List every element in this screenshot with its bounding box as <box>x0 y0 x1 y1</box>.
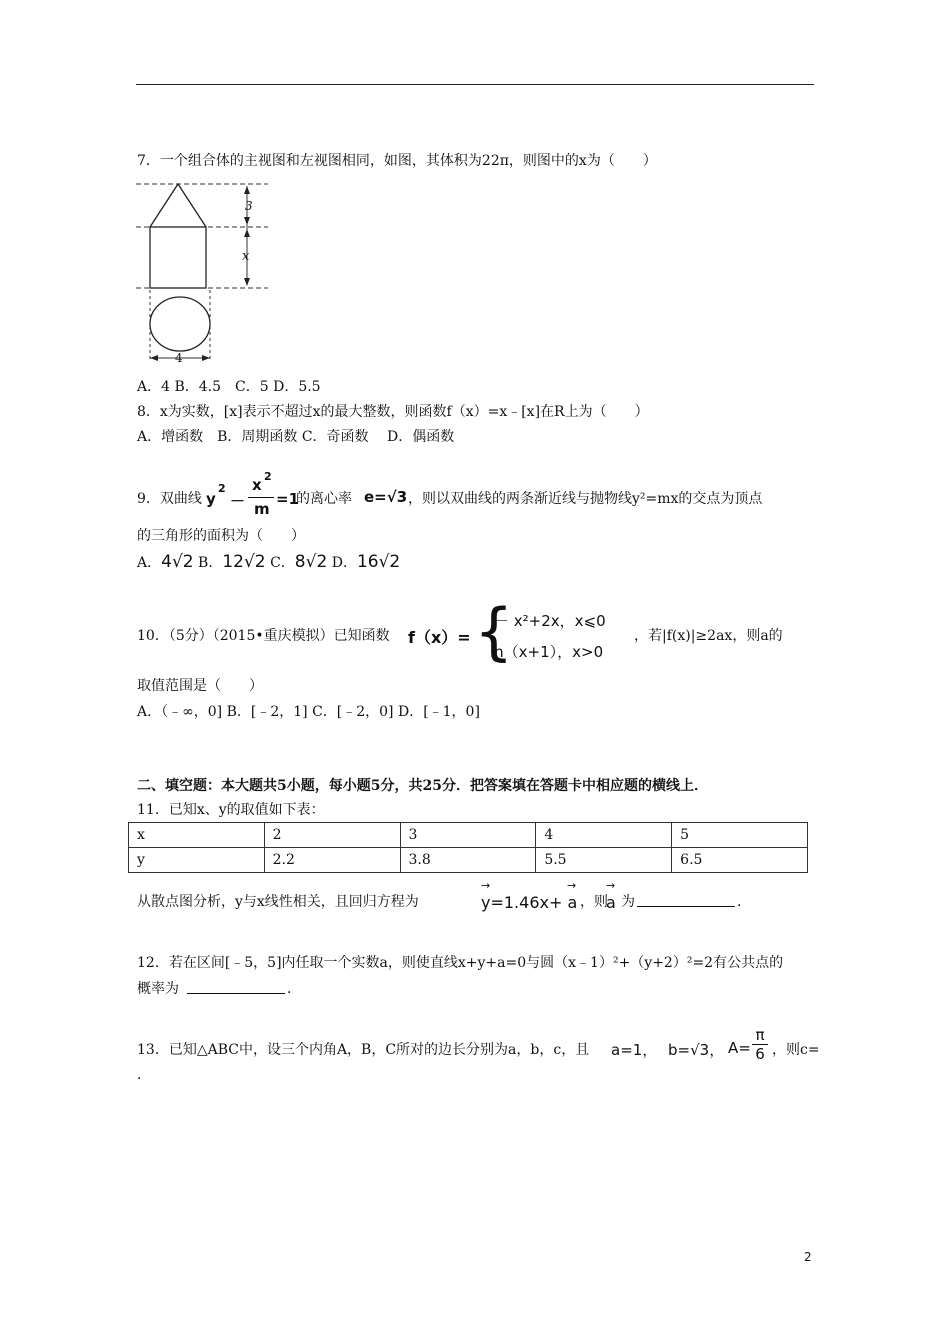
q10-tail: ，若|f(x)|≥2ax，则a的 <box>634 628 783 644</box>
q13-tail: ，则c= <box>772 1042 820 1058</box>
table-cell: 2.2 <box>264 848 400 873</box>
q7-stem: 7．一个组合体的主视图和左视图相同，如图，其体积为22π，则图中的x为（ ） <box>137 153 657 169</box>
q10-prefix: 10．（5分）（2015•重庆模拟）已知函数 <box>137 628 390 644</box>
q9-option-a-label: A． <box>137 555 162 571</box>
q9-option-c: 8√2 <box>294 552 328 572</box>
table-cell: 5 <box>672 823 808 848</box>
q11-mid: ，则 <box>580 894 608 910</box>
table-cell: 6.5 <box>672 848 808 873</box>
q9-option-b: 12√2 <box>222 552 266 572</box>
q10-brace: { <box>474 595 514 668</box>
q9-option-d-label: D． <box>331 555 357 571</box>
table-row <box>129 823 808 848</box>
q11-values-table <box>128 822 808 873</box>
q12-answer-blank[interactable] <box>187 979 285 998</box>
q9-mid: 的离心率 <box>296 491 352 507</box>
q10-case2: ln（x+1），x>0 <box>490 643 604 661</box>
q11-suffix: 为 <box>621 894 635 910</box>
q9-option-b-label: B． <box>198 555 223 571</box>
q13-b-eq: b=√3， <box>668 1041 725 1059</box>
q9-option-c-label: C． <box>270 555 295 571</box>
table-row <box>129 848 808 873</box>
q9-eccentricity: e=√3 <box>364 488 408 506</box>
q11-stem: 11．已知x、y的取值如下表： <box>137 802 325 818</box>
q12-line2-prefix: 概率为 <box>137 981 179 997</box>
eq-x: x <box>252 476 262 494</box>
table-cell: 2 <box>264 823 400 848</box>
q12-line1: 12．若在区间[﹣5，5]内任取一个实数a，则使直线x+y+a=0与圆（x﹣1）²+（y+2）²=2有公共点的 <box>137 955 784 971</box>
q10-fx: f（x）= <box>408 628 471 647</box>
q9-tail: ，则以双曲线的两条渐近线与抛物线y²=mx的交点为顶点 <box>408 491 763 507</box>
q13-a-eq: a=1， <box>611 1041 658 1059</box>
table-cell: 4 <box>536 823 672 848</box>
q8-options: A．增函数 B．周期函数 C．奇函数 D．偶函数 <box>137 429 455 445</box>
q9-option-a: 4√2 <box>161 552 194 572</box>
q12-end: ． <box>287 981 301 997</box>
eq-y: y <box>206 490 216 508</box>
a-hat-letter: a <box>606 893 616 912</box>
y-hat-arrow: → <box>481 879 491 892</box>
q11-answer-blank[interactable] <box>637 892 735 911</box>
q9-option-d: 16√2 <box>356 552 401 572</box>
fraction-six: 6 <box>752 1044 768 1063</box>
a-hat-arrow-2: → <box>606 879 616 892</box>
table-cell: y <box>129 848 265 873</box>
q13-prefix: 13．已知△ABC中，设三个内角A，B，C所对的边长分别为a，b，c，且 <box>137 1042 590 1058</box>
regression-text: y=1.46x+ a <box>481 893 578 912</box>
table-cell: x <box>129 823 265 848</box>
page-number: 2 <box>804 1250 812 1264</box>
eq-equals-one: =1 <box>276 490 300 508</box>
q9-prefix: 9．双曲线 <box>137 491 202 507</box>
q9-options <box>137 553 400 572</box>
table-cell: 3.8 <box>400 848 536 873</box>
eq-fraction-bar <box>248 497 274 498</box>
q10-line2: 取值范围是（ ） <box>137 678 263 694</box>
fig-label-3: 3 <box>245 199 253 213</box>
a-hat-arrow: → <box>567 879 577 892</box>
eq-y-exp: 2 <box>218 482 226 495</box>
q11-end: ． <box>737 894 751 910</box>
q13-dot: ． <box>137 1067 151 1083</box>
q7-three-view-figure <box>134 180 274 370</box>
q13-angle-fraction <box>752 1026 768 1063</box>
table-cell: 5.5 <box>536 848 672 873</box>
section2-heading: 二、填空题：本大题共5小题，每小题5分，共25分．把答案填在答题卡中相应题的横线上． <box>137 778 708 794</box>
fraction-pi: π <box>755 1026 765 1044</box>
table-cell: 3 <box>400 823 536 848</box>
q11-line2-prefix: 从散点图分析，y与x线性相关，且回归方程为 <box>137 894 419 910</box>
q8-stem: 8．x为实数，[x]表示不超过x的最大整数，则函数f（x）=x﹣[x]在R上为（ ） <box>137 404 649 420</box>
eq-minus: － <box>230 492 246 510</box>
eq-x-exp: 2 <box>264 470 272 483</box>
q10-case1: － x²+2x，x⩽0 <box>494 612 606 630</box>
fig-label-x: x <box>242 249 250 264</box>
eq-m: m <box>254 500 270 518</box>
q10-options: A．（﹣∞，0] B．[﹣2，1] C．[﹣2，0] D．[﹣1，0] <box>137 704 480 720</box>
q9-line2: 的三角形的面积为（ ） <box>137 528 305 544</box>
fig-label-4: 4 <box>175 351 183 365</box>
q7-options: A．4 B．4.5 C．5 D．5.5 <box>137 379 321 395</box>
header-rule <box>136 84 814 85</box>
q13-A-eq: A= <box>728 1039 751 1057</box>
